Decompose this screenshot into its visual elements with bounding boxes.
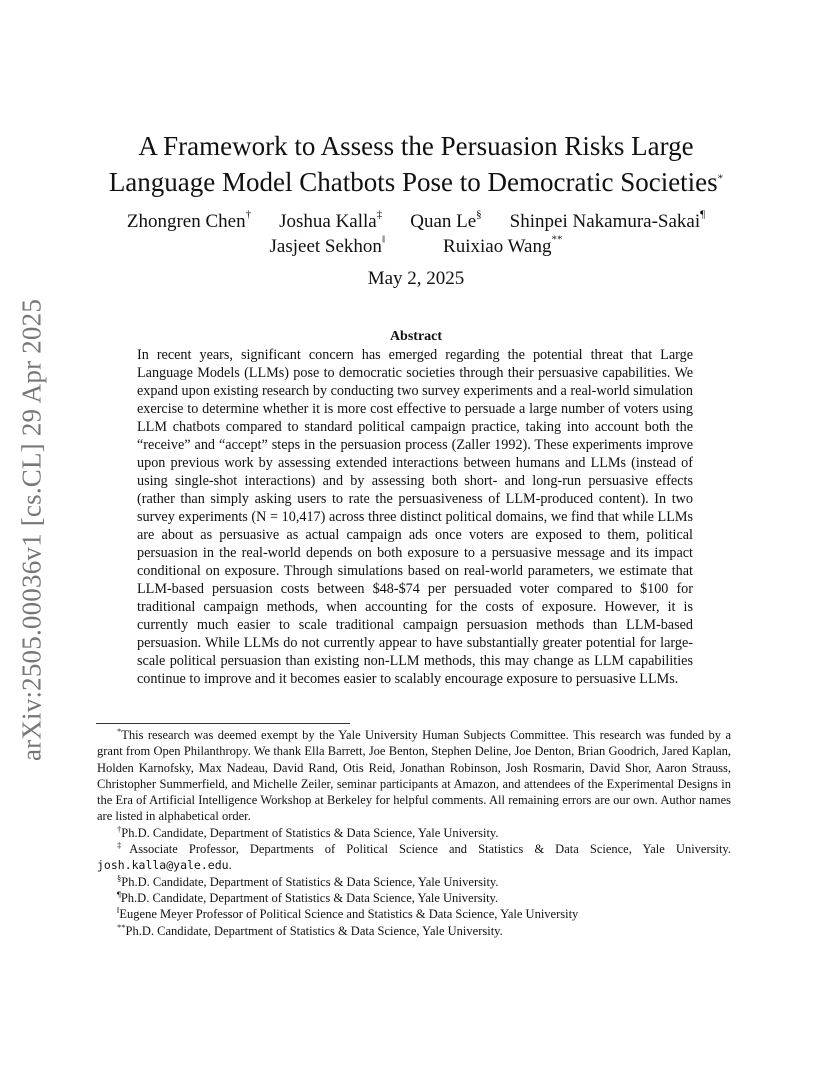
footnote: **Ph.D. Candidate, Department of Statistics & Data Science, Yale University.: [117, 921, 503, 938]
author: Shinpei Nakamura-Sakai¶: [509, 208, 706, 232]
footnote: ¶Ph.D. Candidate, Department of Statistics & Data Science, Yale University.: [117, 888, 499, 905]
abstract-heading: Abstract: [389, 329, 443, 344]
author-footnote-mark: ‡: [376, 208, 383, 221]
author-footnote-mark: †: [245, 208, 252, 221]
abstract-text: In recent years, significant concern has emerged regarding the potential threat that Large Language Models (LLMs) pose to democratic societies through their persuasive capabilities. We expand upon existing research by conducting two survey experiments and a real-world simulation exercise to determine whether it is more cost effective to persuade a large number of voters using LLM chatbots compared to standard political campaign practice, taking into account both the “receive” and “accept” steps in the persuasion process (Zaller 1992). These experiments improve upon previous work by assessing extended interactions between humans and LLMs (instead of using single-shot interactions) and by assessing both short- and long-run persuasive effects (rather than simply asking users to rate the persuasiveness of LLM-produced content). In two survey experiments (N = 10,417) across three distinct political domains, we find that while LLMs are about as persuasive as actual campaign ads once voters are exposed to them, political persuasion in the real-world depends on both exposure to a persuasive message and its impact conditional on exposure. Through simulations based on real-world parameters, we estimate that LLM-based persuasion costs between $48-$74 per persuaded voter compared to $100 for traditional campaign methods, when accounting for the costs of exposure. However, it is currently much easier to scale traditional campaign persuasion methods than LLM-based persuasion. While LLMs do not currently appear to have substantially greater potential for large-scale political persuasion than existing non-LLM methods, this may change as LLM capabilities continue to improve and it becomes easier to scalably encourage exposure to persuasive LLMs.: [137, 347, 693, 687]
title-footnote-mark: *: [717, 172, 724, 185]
footnotes: [97, 727, 731, 939]
title-line-2: Language Model Chatbots Pose to Democratic Societies: [108, 167, 718, 197]
author: Joshua Kalla‡: [279, 208, 383, 232]
author: Quan Le§: [410, 208, 482, 232]
footnote: §Ph.D. Candidate, Department of Statistics & Data Science, Yale University.: [117, 872, 499, 889]
author: Zhongren Chen†: [126, 208, 252, 232]
author-footnote-mark: ‖: [381, 233, 386, 246]
author-footnote-mark: ¶: [700, 208, 706, 221]
author: Jasjeet Sekhon‖: [269, 233, 386, 257]
title-line-1: A Framework to Assess the Persuasion Risks Large: [138, 131, 694, 161]
footnote: ‡Associate Professor, Departments of Political Science and Statistics & Data Science, Yale University. josh.kalla@yale.edu.: [97, 839, 731, 873]
author-footnote-mark: §: [476, 208, 482, 221]
author: Ruixiao Wang**: [443, 233, 563, 257]
footnote-rule: [96, 723, 350, 724]
author-footnote-mark: **: [551, 233, 563, 246]
footnote: ‖Eugene Meyer Professor of Political Science and Statistics & Data Science, Yale University: [117, 905, 579, 922]
arxiv-stamp: [2, 290, 62, 770]
author-list: [96, 209, 736, 259]
footnote: †Ph.D. Candidate, Department of Statistics & Data Science, Yale University.: [117, 823, 499, 840]
arxiv-stamp-text: arXiv:2505.00036v1 [cs.CL] 29 Apr 2025: [16, 298, 47, 762]
publication-date: May 2, 2025: [367, 268, 465, 289]
email-link[interactable]: josh.kalla@yale.edu: [97, 858, 229, 873]
footnote: *This research was deemed exempt by the Yale University Human Subjects Committee. This research was funded by a grant from Open Philanthropy. We thank Ella Barrett, Joe Benton, Stephen Deline, Joe Denton, Brian Goodrich, Jared Kaplan, Holden Karnofsky, Max Nadeau, David Rand, Otis Reid, Jonathan Robinson, Josh Rosmarin, David Shor, Aaron Strauss, Christopher Summerfield, and Michelle Zeiler, seminar participants at Amazon, and attendees of the Experimental Designs in the Era of Artificial Intelligence Workshop at Berkeley for helpful comments. All remaining errors are our own. Author names are listed in alphabetical order.: [97, 725, 731, 824]
paper-title: [96, 128, 736, 200]
